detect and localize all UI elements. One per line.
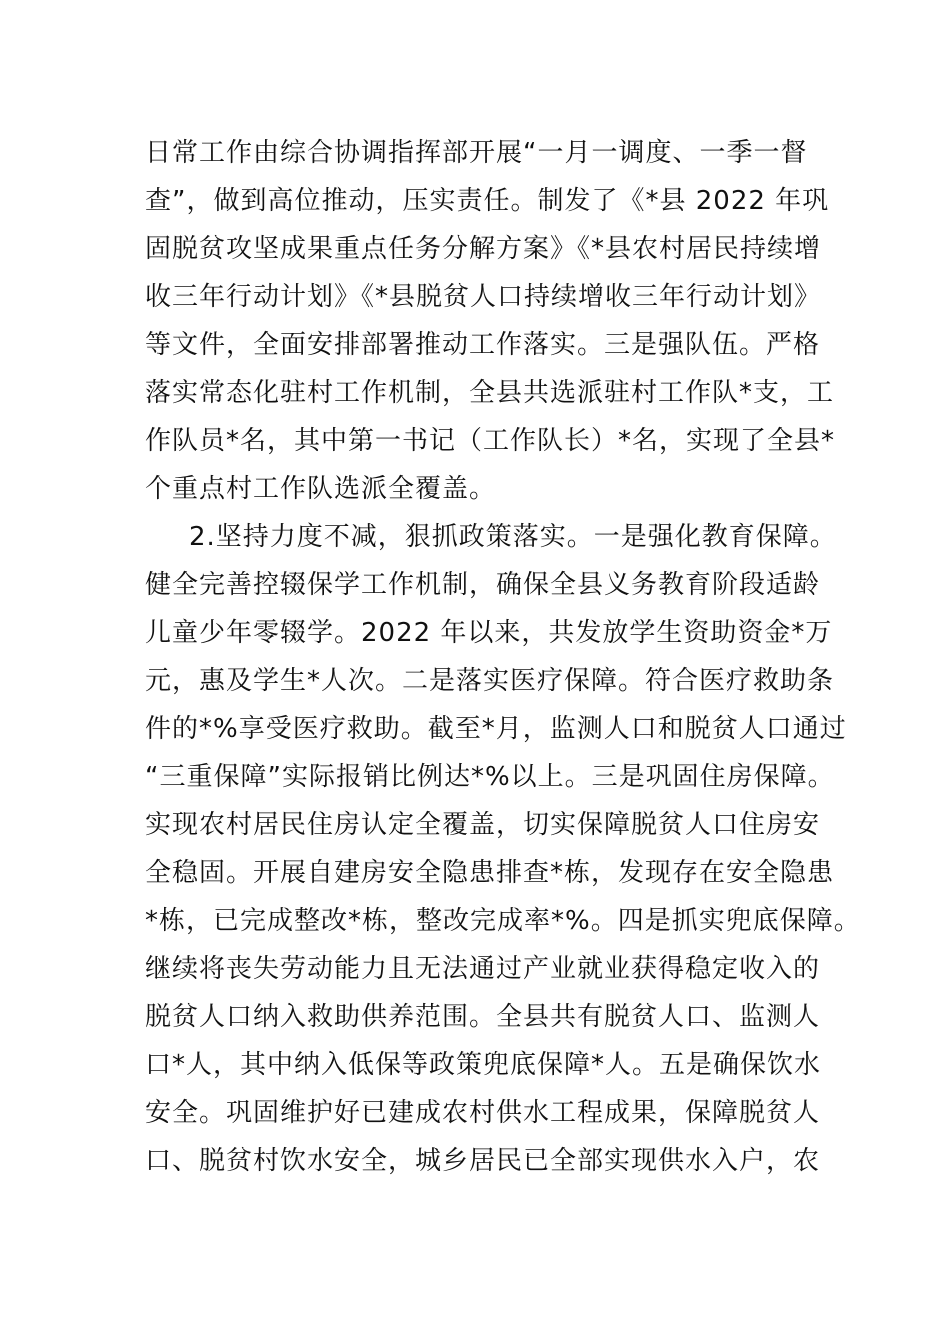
text-line: 日常工作由综合协调指挥部开展“一月一调度、一季一督 — [145, 138, 808, 168]
text-line: 件的*%享受医疗救助。截至*月，监测人口和脱贫人口通过 — [145, 714, 847, 744]
text-line-first: 2.坚持力度不减，狠抓政策落实。一是强化教育保障。 — [189, 522, 837, 552]
text-line: 落实常态化驻村工作机制，全县共选派驻村工作队*支，工 — [145, 378, 835, 408]
text-line: 全稳固。开展自建房安全隐患排查*栋，发现存在安全隐患 — [145, 858, 835, 888]
text-line: 儿童少年零辍学。2022 年以来，共发放学生资助资金*万 — [145, 618, 833, 648]
document-body — [145, 129, 861, 1185]
text-line: 健全完善控辍保学工作机制，确保全县义务教育阶段适龄 — [145, 570, 821, 600]
text-line: 作队员*名，其中第一书记（工作队长）*名，实现了全县* — [145, 426, 836, 456]
paragraph-2 — [145, 513, 861, 1185]
text-line: “三重保障”实际报销比例达*%以上。三是巩固住房保障。 — [145, 762, 835, 792]
text-line: 查”，做到高位推动，压实责任。制发了《*县 2022 年巩 — [145, 186, 830, 216]
text-line: 实现农村居民住房认定全覆盖，切实保障脱贫人口住房安 — [145, 810, 821, 840]
text-line: 收三年行动计划》《*县脱贫人口持续增收三年行动计划》 — [145, 282, 822, 312]
text-line: 口*人，其中纳入低保等政策兜底保障*人。五是确保饮水 — [145, 1050, 822, 1080]
paragraph-1 — [145, 129, 836, 513]
text-line: 固脱贫攻坚成果重点任务分解方案》《*县农村居民持续增 — [145, 234, 822, 264]
text-line: 个重点村工作队选派全覆盖。 — [145, 474, 497, 504]
text-line: 口、脱贫村饮水安全，城乡居民已全部实现供水入户，农 — [145, 1146, 821, 1176]
text-line: 元，惠及学生*人次。二是落实医疗保障。符合医疗救助条 — [145, 666, 835, 696]
text-line: 继续将丧失劳动能力且无法通过产业就业获得稳定收入的 — [145, 954, 821, 984]
text-line: 安全。巩固维护好已建成农村供水工程成果，保障脱贫人 — [145, 1098, 821, 1128]
text-line: 等文件，全面安排部署推动工作落实。三是强队伍。严格 — [145, 330, 821, 360]
text-line: 脱贫人口纳入救助供养范围。全县共有脱贫人口、监测人 — [145, 1002, 821, 1032]
text-line: *栋，已完成整改*栋，整改完成率*%。四是抓实兜底保障。 — [145, 906, 861, 936]
